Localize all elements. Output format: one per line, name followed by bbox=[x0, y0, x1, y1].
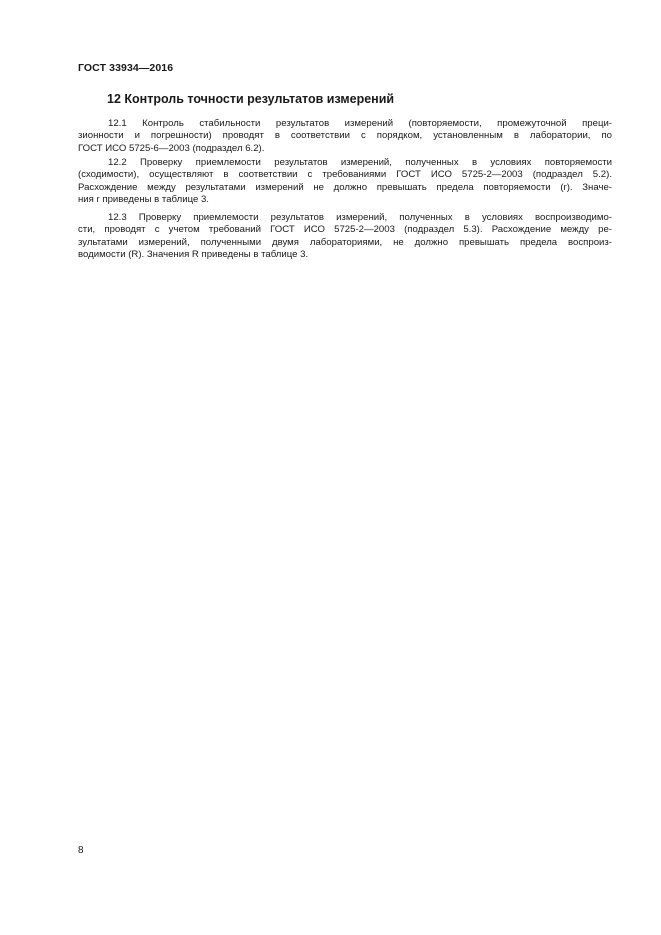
paragraph-line: зультатами измерений, полученными двумя лабораториями, не должно превышать предела воспроиз- bbox=[78, 236, 612, 248]
standard-header: ГОСТ 33934—2016 bbox=[78, 62, 174, 74]
paragraph-line: водимости (R). Значения R приведены в таблице 3. bbox=[78, 248, 309, 260]
paragraph-line: Расхождение между результатами измерений не должно превышать предела повторяемости (r). Значе- bbox=[78, 181, 612, 193]
paragraph-line: 12.3 Проверку приемлемости результатов измерений, полученных в условиях воспроизводимо- bbox=[108, 212, 612, 223]
paragraph-line: сти, проводят с учетом требований ГОСТ ИСО 5725-2—2003 (подраздел 5.3). Расхождение между ре- bbox=[78, 224, 612, 236]
paragraph-line: 12.1 Контроль стабильности результатов измерений (повторяемости, промежуточной преци- bbox=[108, 118, 612, 129]
paragraph-12-2 bbox=[78, 157, 612, 206]
paragraph-12-1 bbox=[78, 118, 612, 155]
paragraph-line: зионности и погрешности) проводят в соответствии с порядком, установленным в лаборатории, по bbox=[78, 130, 612, 142]
paragraph-line: (сходимости), осуществляют в соответствии с требованиями ГОСТ ИСО 5725-2—2003 (подраздел 5.2). bbox=[78, 169, 612, 181]
page-number: 8 bbox=[78, 845, 84, 856]
paragraph-line: ГОСТ ИСО 5725-6—2003 (подраздел 6.2). bbox=[78, 142, 265, 154]
section-title: 12 Контроль точности результатов измерений bbox=[107, 92, 395, 106]
paragraph-line: 12.2 Проверку приемлемости результатов измерений, полученных в условиях повторяемости bbox=[108, 157, 612, 168]
paragraph-12-3 bbox=[78, 212, 612, 261]
paragraph-line: ния r приведены в таблице 3. bbox=[78, 193, 209, 205]
